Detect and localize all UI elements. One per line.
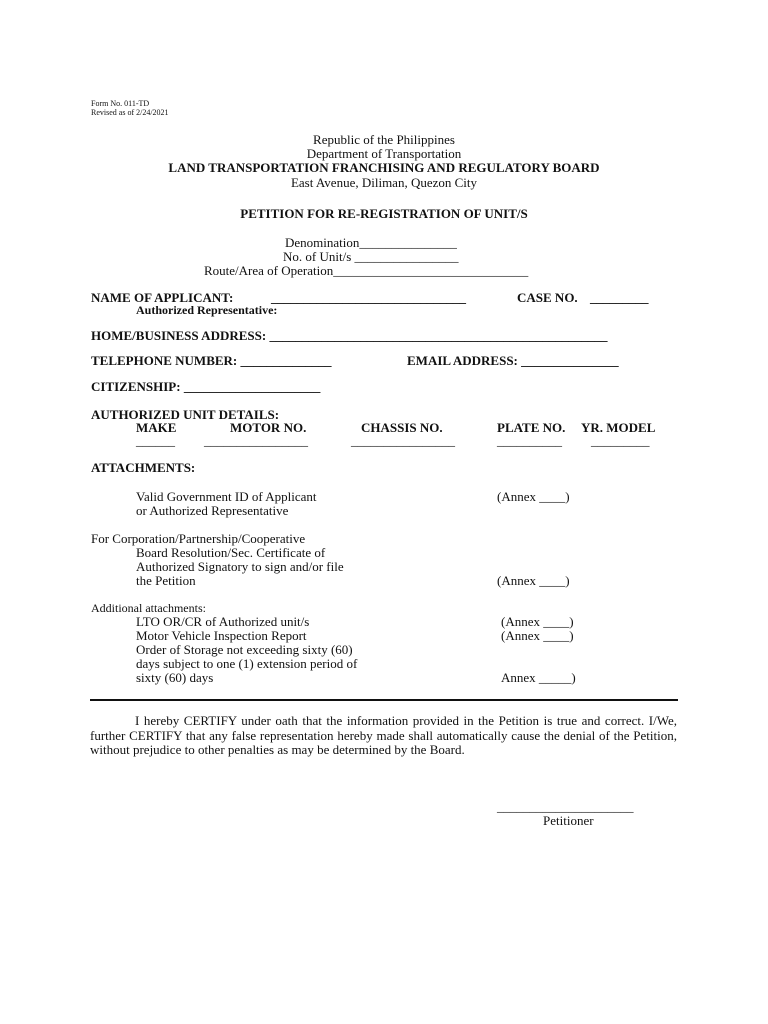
petitioner-label: Petitioner [543, 813, 594, 828]
corporation-line2: Authorized Signatory to sign and/or file [136, 559, 344, 574]
attachments-heading: ATTACHMENTS: [91, 460, 196, 475]
board-name: LAND TRANSPORTATION FRANCHISING AND REGULATORY BOARD [168, 160, 600, 175]
annex-lto[interactable]: (Annex ____) [501, 614, 574, 629]
column-chassis-no: CHASSIS NO. [361, 420, 443, 435]
column-plate-no: PLATE NO. [497, 420, 566, 435]
signature-line[interactable]: _____________________ [497, 799, 634, 814]
corporation-line3: the Petition [136, 573, 196, 588]
case-number-field[interactable]: _________ [590, 290, 649, 305]
route-field[interactable]: Route/Area of Operation______________________________ [204, 263, 529, 278]
citizenship-field[interactable]: CITIZENSHIP: _____________________ [91, 379, 321, 394]
attachment-mvir: Motor Vehicle Inspection Report [136, 628, 307, 643]
address-field[interactable]: HOME/BUSINESS ADDRESS: ____________________________________________________ [91, 328, 608, 343]
chassis-no-blank[interactable]: ________________ [351, 433, 455, 448]
certification-paragraph: I hereby CERTIFY under oath that the information provided in the Petition is true and correct. I/We, further CERTIFY that any false representation hereby made shall automatically cause the denial of the Petition, without prejudice to other penalties as may be determined by the Board. [90, 713, 677, 757]
make-blank[interactable]: ______ [136, 433, 175, 448]
board-address: East Avenue, Diliman, Quezon City [290, 175, 478, 190]
attachment-storage-line2: days subject to one (1) extension period of [136, 656, 358, 671]
attachment-storage-line1: Order of Storage not exceeding sixty (60) [136, 642, 353, 657]
unit-details-heading: AUTHORIZED UNIT DETAILS: [91, 407, 280, 422]
column-yr-model: YR. MODEL [581, 420, 656, 435]
authorized-representative-label: Authorized Representative: [136, 303, 278, 317]
additional-attachments-heading: Additional attachments: [91, 601, 206, 615]
annex-corporation[interactable]: (Annex ____) [497, 573, 570, 588]
applicant-name-label: NAME OF APPLICANT: [91, 290, 234, 305]
republic-line: Republic of the Philippines [313, 132, 455, 147]
column-motor-no: MOTOR NO. [230, 420, 307, 435]
annex-gov-id[interactable]: (Annex ____) [497, 489, 570, 504]
attachment-gov-id-line1: Valid Government ID of Applicant [136, 489, 317, 504]
section-divider [90, 699, 678, 701]
annex-storage[interactable]: Annex _____) [501, 670, 576, 685]
motor-no-blank[interactable]: ________________ [204, 433, 308, 448]
page-title: PETITION FOR RE-REGISTRATION OF UNIT/S [240, 206, 528, 221]
corporation-line1: Board Resolution/Sec. Certificate of [136, 545, 326, 560]
applicant-name-field[interactable]: ______________________________ [271, 290, 466, 305]
number-of-units-field[interactable]: No. of Unit/s ________________ [283, 249, 459, 264]
yr-model-blank[interactable]: _________ [591, 433, 650, 448]
revision-date: Revised as of 2/24/2021 [91, 108, 169, 117]
telephone-field[interactable]: TELEPHONE NUMBER: ______________ [91, 353, 332, 368]
attachment-storage-line3: sixty (60) days [136, 670, 214, 685]
column-make: MAKE [136, 420, 177, 435]
case-number-label: CASE NO. [517, 290, 578, 305]
denomination-field[interactable]: Denomination_______________ [285, 235, 457, 250]
corporation-heading: For Corporation/Partnership/Cooperative [91, 531, 306, 546]
plate-no-blank[interactable]: __________ [497, 433, 562, 448]
attachment-gov-id-line2: or Authorized Representative [136, 503, 289, 518]
email-field[interactable]: EMAIL ADDRESS: _______________ [407, 353, 619, 368]
form-number: Form No. 011-TD [91, 99, 150, 108]
attachment-lto: LTO OR/CR of Authorized unit/s [136, 614, 310, 629]
annex-mvir[interactable]: (Annex ____) [501, 628, 574, 643]
department-line: Department of Transportation [306, 146, 462, 161]
